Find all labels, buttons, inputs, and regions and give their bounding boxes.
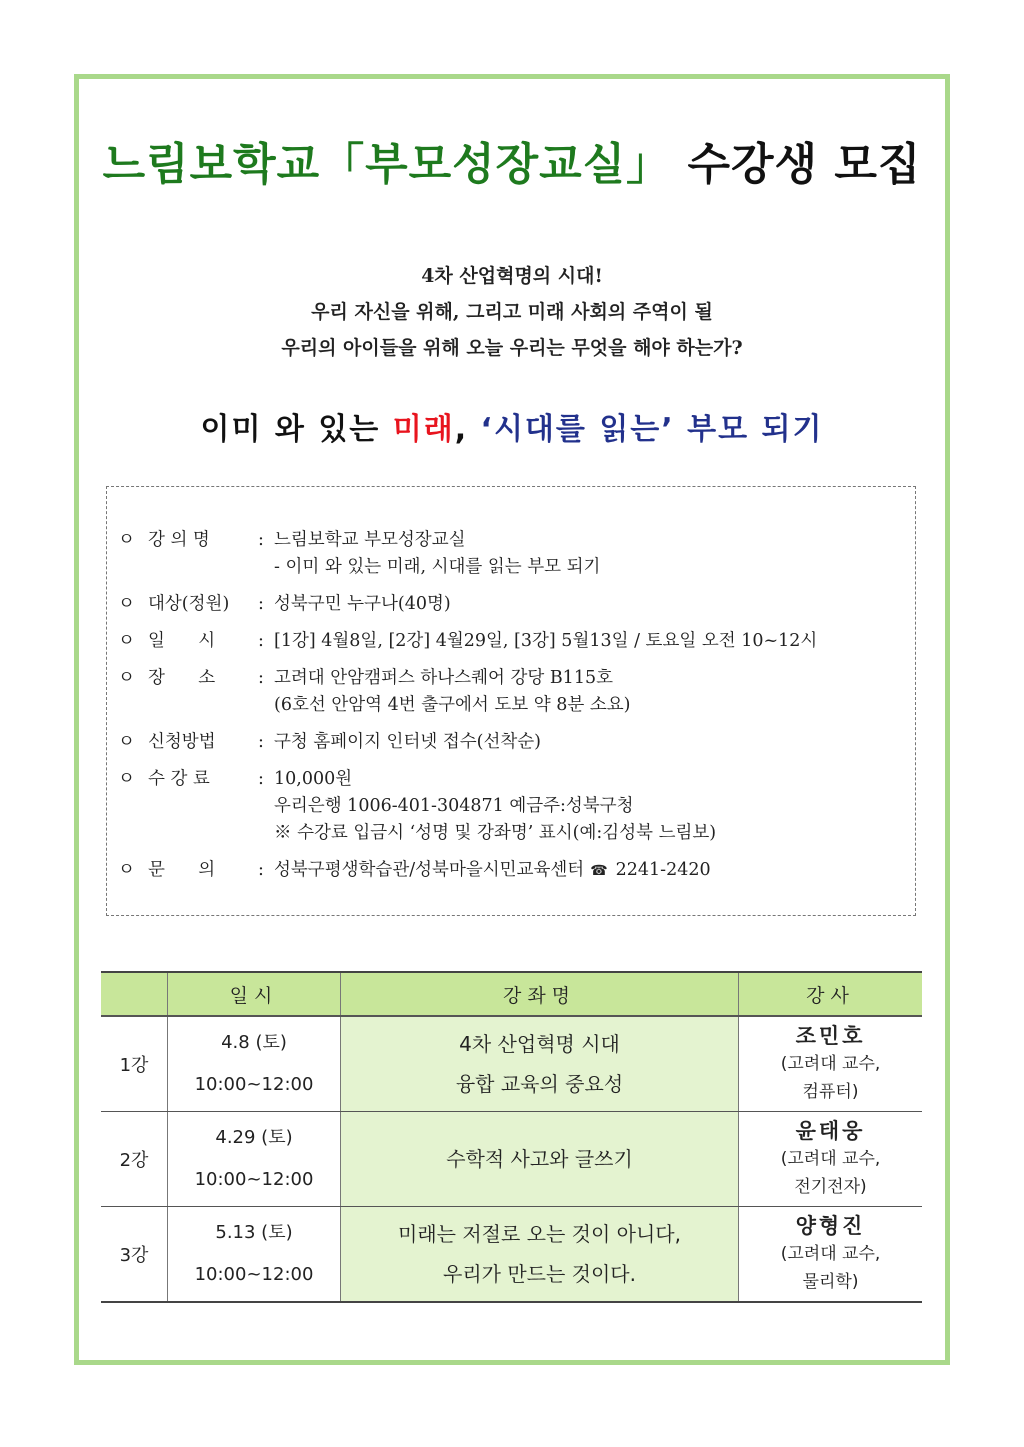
intro-line: 우리의 아이들을 위해 오늘 우리는 무엇을 해야 하는가? xyxy=(281,337,743,359)
intro-line: 우리 자신을 위해, 그리고 미래 사회의 주역이 될 xyxy=(311,301,713,323)
info-label: 강 의 명 xyxy=(148,530,210,550)
info-contact xyxy=(118,857,908,885)
bullet-icon: ㅇ xyxy=(118,530,135,550)
header-date: 일시 xyxy=(168,972,341,1016)
info-value: 성북구민 누구나(40명) xyxy=(274,594,451,614)
session-teacher xyxy=(739,1016,923,1112)
teacher-name: 윤태웅 xyxy=(795,1119,866,1143)
bullet-icon: ㅇ xyxy=(118,631,135,651)
session-teacher xyxy=(739,1112,923,1207)
session-topic xyxy=(341,1207,739,1303)
session-date xyxy=(168,1112,341,1207)
header-empty xyxy=(101,972,168,1016)
title-program-name: 느림보학교「부모성장교실」 xyxy=(102,139,672,190)
session-date xyxy=(168,1016,341,1112)
title-recruit-text: 수강생 모집 xyxy=(687,139,922,190)
info-apply xyxy=(118,729,908,756)
teacher-name: 양형진 xyxy=(795,1214,866,1238)
info-fee xyxy=(118,766,908,847)
slogan-part: 이미 와 있는 xyxy=(200,412,393,447)
info-value: 우리은행 1006-401-304871 예금주:성북구청 xyxy=(274,796,634,816)
info-colon: : xyxy=(258,530,264,550)
table-row xyxy=(101,1207,922,1303)
teacher-affiliation: 컴퓨터) xyxy=(802,1082,859,1102)
session-number: 2강 xyxy=(101,1112,168,1207)
slogan xyxy=(0,404,1024,448)
session-number: 3강 xyxy=(101,1207,168,1303)
session-topic xyxy=(341,1112,739,1207)
info-value: ※ 수강료 입금시 ‘성명 및 강좌명’ 표시(예:김성북 느림보) xyxy=(274,823,717,843)
info-value: 성북구평생학습관/성북마을시민교육센터 xyxy=(274,860,585,880)
teacher-affiliation: (고려대 교수, xyxy=(780,1054,881,1074)
info-colon: : xyxy=(258,594,264,614)
topic-line: 미래는 저절로 오는 것이 아니다, xyxy=(398,1222,681,1246)
teacher-affiliation: (고려대 교수, xyxy=(780,1149,881,1169)
table-row xyxy=(101,1016,922,1112)
topic-line: 융합 교육의 중요성 xyxy=(455,1072,624,1096)
schedule-table xyxy=(101,971,922,1303)
info-colon: : xyxy=(258,860,264,880)
page-title xyxy=(0,128,1024,192)
date-value: 4.8 (토) xyxy=(221,1032,287,1053)
info-value: 고려대 안암캠퍼스 하나스퀘어 강당 B115호 xyxy=(274,668,613,688)
topic-line: 4차 산업혁명 시대 xyxy=(459,1032,620,1056)
info-colon: : xyxy=(258,631,264,651)
teacher-affiliation: (고려대 교수, xyxy=(780,1244,881,1264)
info-place xyxy=(118,665,908,719)
bullet-icon: ㅇ xyxy=(118,668,135,688)
session-date xyxy=(168,1207,341,1303)
info-colon: : xyxy=(258,732,264,752)
info-value: 느림보학교 부모성장교실 xyxy=(274,530,466,550)
bullet-icon: ㅇ xyxy=(118,732,135,752)
bullet-icon: ㅇ xyxy=(118,769,135,789)
info-label: 문 의 xyxy=(148,860,216,880)
topic-line: 우리가 만드는 것이다. xyxy=(443,1262,636,1286)
info-value: - 이미 와 있는 미래, 시대를 읽는 부모 되기 xyxy=(274,557,601,577)
info-label: 신청방법 xyxy=(148,732,216,752)
info-label: 수 강 료 xyxy=(148,769,210,789)
phone-icon: ☎ xyxy=(590,863,608,879)
session-number: 1강 xyxy=(101,1016,168,1112)
info-value: (6호선 안암역 4번 출구에서 도보 약 8분 소요) xyxy=(274,695,631,715)
intro-line: 4차 산업혁명의 시대! xyxy=(421,265,603,287)
info-value: [1강] 4월8일, [2강] 4월29일, [3강] 5월13일 / 토요일 오전 10~12시 xyxy=(274,631,818,651)
slogan-parent: ‘시대를 읽는’ 부모 되기 xyxy=(480,412,824,447)
time-value: 10:00~12:00 xyxy=(194,1074,314,1095)
phone-number: 2241-2420 xyxy=(615,860,711,880)
info-label: 장 소 xyxy=(148,668,216,688)
info-label: 일 시 xyxy=(148,631,216,651)
bullet-icon: ㅇ xyxy=(118,860,135,880)
table-header-row xyxy=(101,972,922,1016)
time-value: 10:00~12:00 xyxy=(194,1169,314,1190)
teacher-affiliation: 물리학) xyxy=(802,1272,859,1292)
info-colon: : xyxy=(258,668,264,688)
time-value: 10:00~12:00 xyxy=(194,1264,314,1285)
info-schedule xyxy=(118,628,908,655)
info-course xyxy=(118,527,908,581)
slogan-comma: , xyxy=(454,412,481,447)
slogan-future: 미래 xyxy=(392,412,455,447)
info-list xyxy=(118,527,908,895)
teacher-name: 조민호 xyxy=(795,1024,866,1048)
info-target xyxy=(118,591,908,618)
date-value: 4.29 (토) xyxy=(215,1127,293,1148)
teacher-affiliation: 전기전자) xyxy=(794,1177,867,1197)
date-value: 5.13 (토) xyxy=(215,1222,293,1243)
info-value: 구청 홈페이지 인터넷 접수(선착순) xyxy=(274,732,542,752)
info-colon: : xyxy=(258,769,264,789)
topic-line: 수학적 사고와 글쓰기 xyxy=(446,1147,633,1171)
table-row xyxy=(101,1112,922,1207)
session-teacher xyxy=(739,1207,923,1303)
header-topic: 강좌명 xyxy=(341,972,739,1016)
header-teacher: 강사 xyxy=(739,972,923,1016)
intro-text xyxy=(0,258,1024,366)
session-topic xyxy=(341,1016,739,1112)
info-label: 대상(정원) xyxy=(148,594,230,614)
bullet-icon: ㅇ xyxy=(118,594,135,614)
info-value: 10,000원 xyxy=(274,769,353,789)
